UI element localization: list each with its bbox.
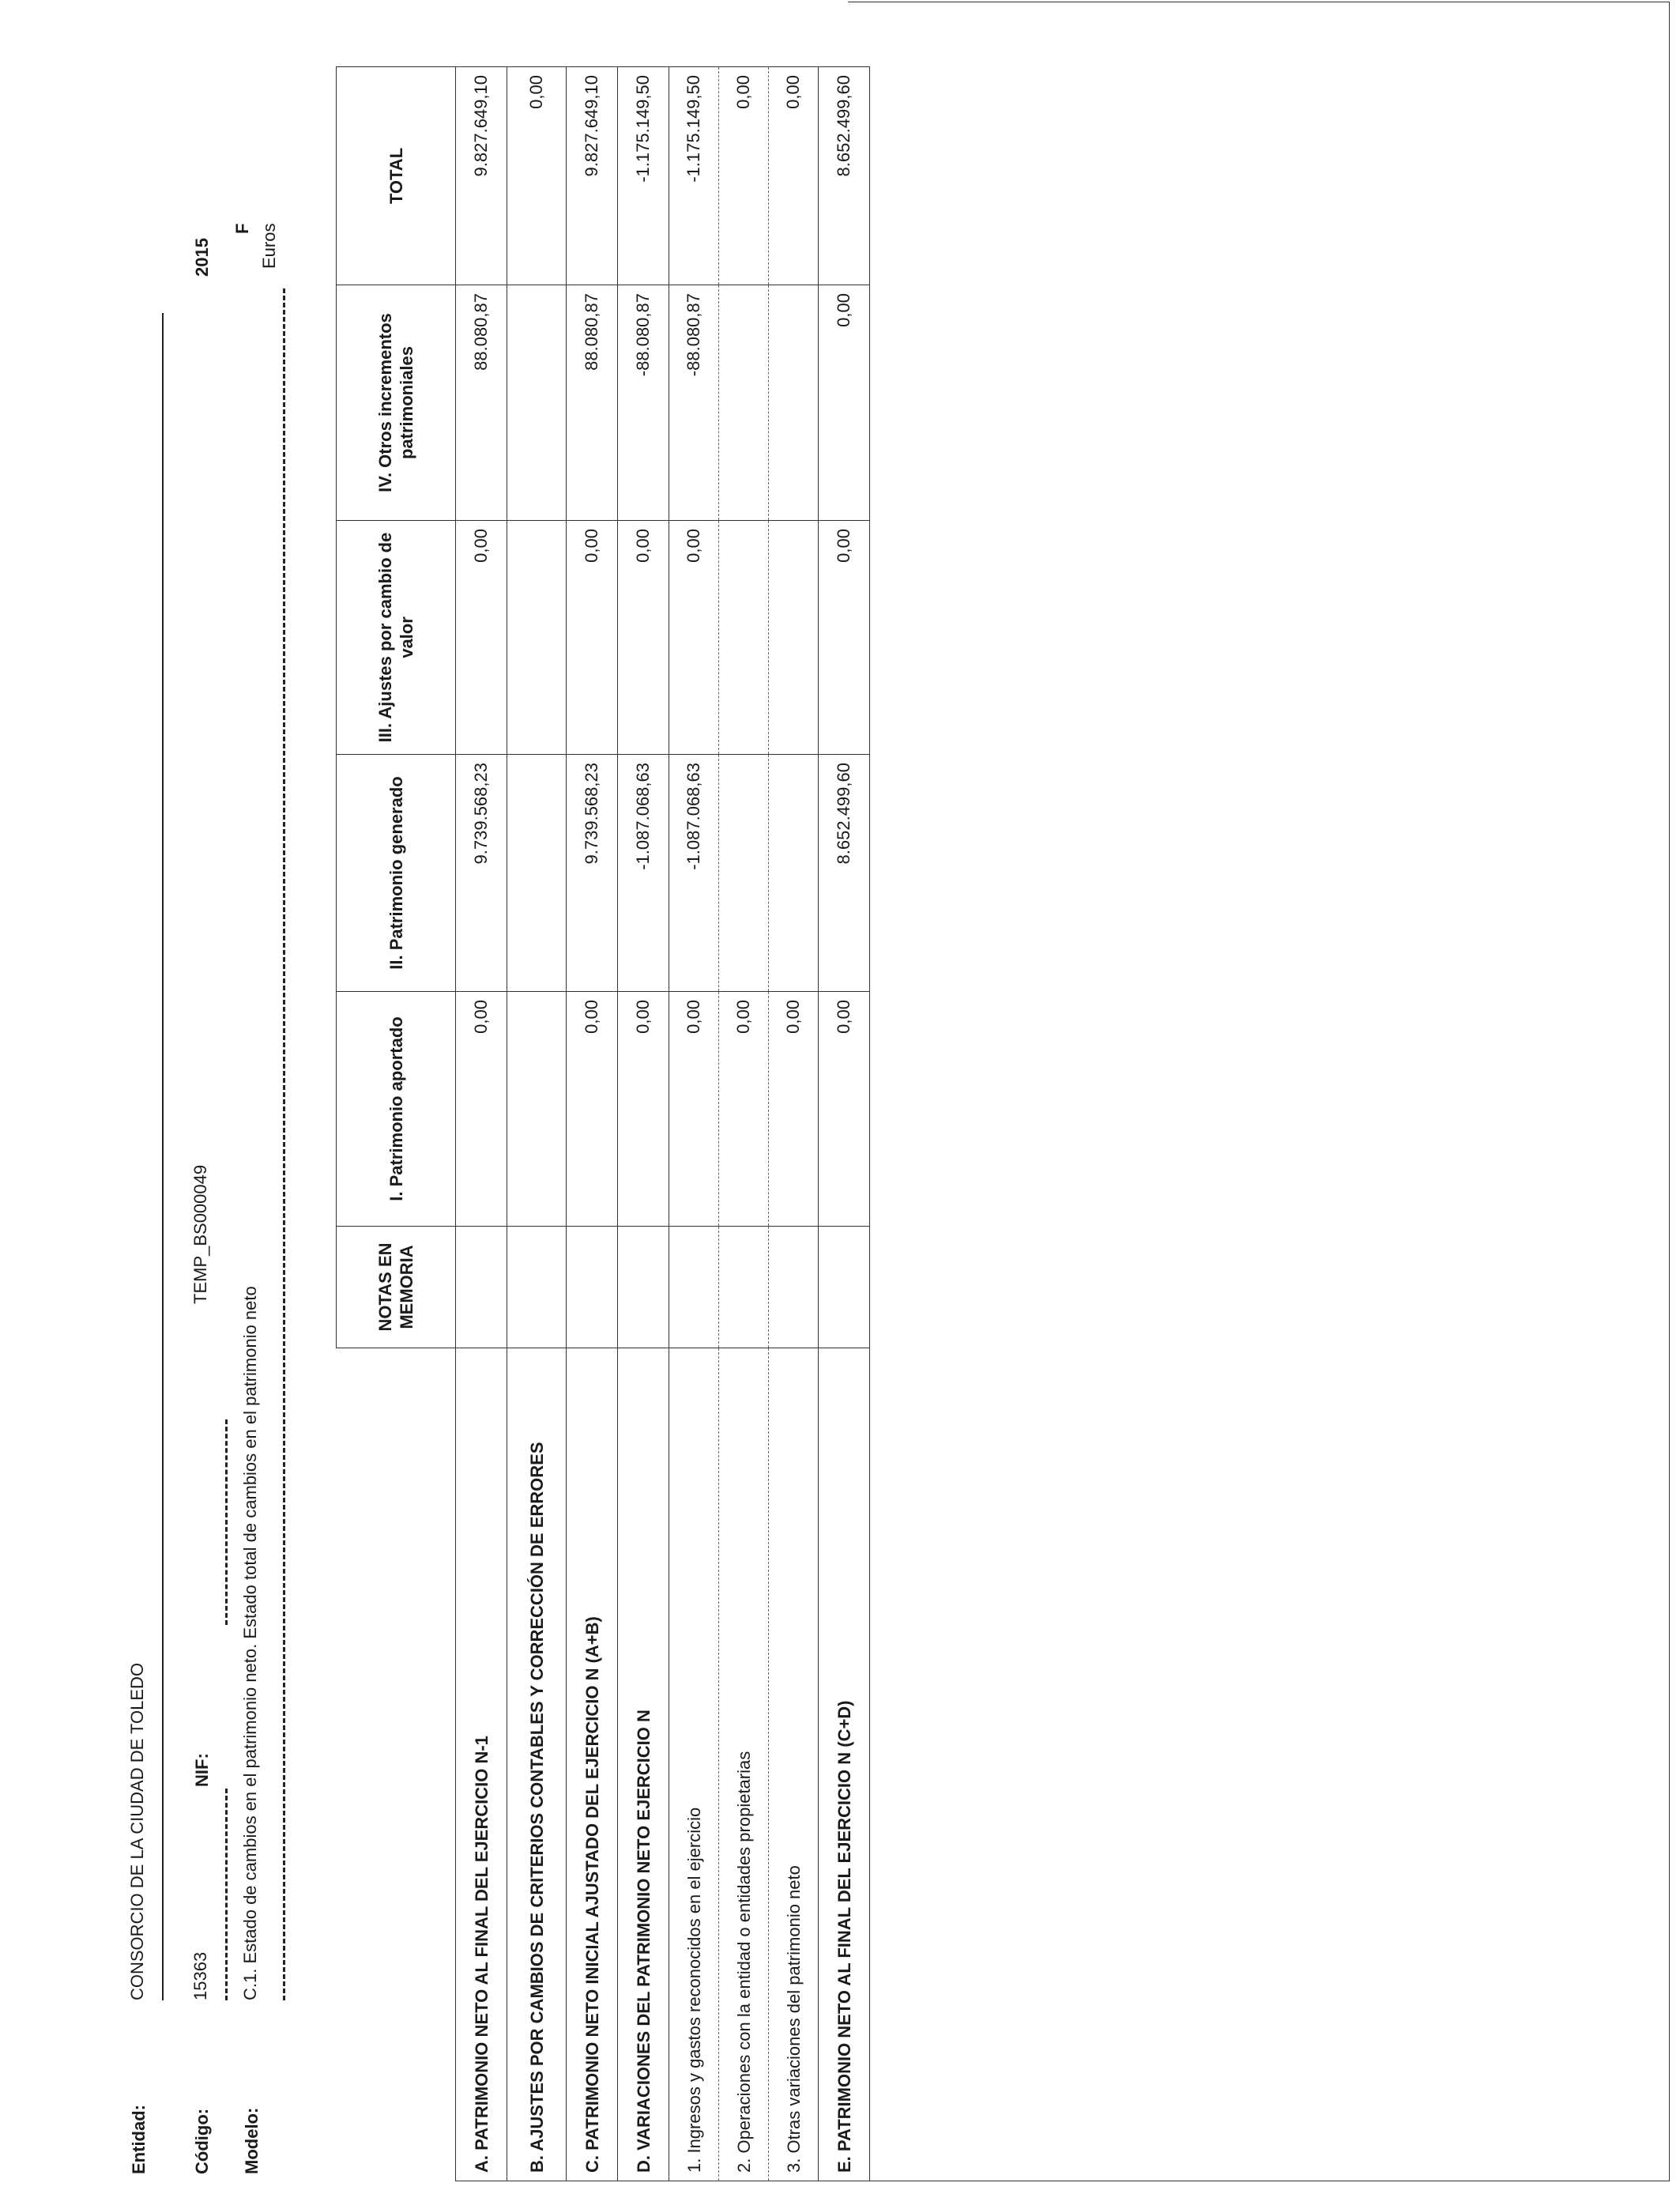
- cell-total: 0,00: [769, 67, 819, 285]
- cell-ajustes: 0,00: [819, 521, 870, 755]
- cell-total: 0,00: [719, 67, 769, 285]
- cell-notas: [507, 1227, 567, 1348]
- table-row-d3: [769, 67, 819, 2181]
- row-label: A. PATRIMONIO NETO AL FINAL DEL EJERCICIO N-1: [456, 1348, 507, 2181]
- cell-generado: -1.087.068,63: [618, 755, 669, 992]
- cell-aportado: 0,00: [456, 992, 507, 1227]
- cell-aportado: 0,00: [769, 992, 819, 1227]
- column-header-otros: IV. Otros incrementos patrimoniales: [337, 285, 456, 521]
- row-label: 3. Otras variaciones del patrimonio neto: [769, 1348, 819, 2181]
- codigo-underline: [225, 1789, 228, 2000]
- header-blank-cell: [337, 1348, 456, 2181]
- modelo-underline: [283, 288, 285, 2000]
- empty-frame-area: [848, 2, 1670, 2181]
- cell-generado: 9.739.568,23: [567, 755, 618, 992]
- cell-total: 9.827.649,10: [456, 67, 507, 285]
- row-label: C. PATRIMONIO NETO INICIAL AJUSTADO DEL EJERCICIO N (A+B): [567, 1348, 618, 2181]
- cell-aportado: 0,00: [567, 992, 618, 1227]
- table-row-d1: [669, 67, 719, 2181]
- cell-total: -1.175.149,50: [618, 67, 669, 285]
- cell-aportado: 0,00: [819, 992, 870, 1227]
- cell-ajustes: 0,00: [567, 521, 618, 755]
- cell-notas: [719, 1227, 769, 1348]
- cell-notas: [669, 1227, 719, 1348]
- table-header-row: [337, 67, 456, 2181]
- column-header-ajustes: III. Ajustes por cambio de valor: [337, 521, 456, 755]
- cell-ajustes: 0,00: [456, 521, 507, 755]
- table-row-c: [567, 67, 618, 2181]
- modelo-label: Modelo:: [242, 2107, 262, 2174]
- column-header-total: TOTAL: [337, 67, 456, 285]
- cell-aportado: [507, 992, 567, 1227]
- row-label: D. VARIACIONES DEL PATRIMONIO NETO EJERCICIO N: [618, 1348, 669, 2181]
- cell-total: 8.652.499,60: [819, 67, 870, 285]
- column-header-notas: NOTAS EN MEMORIA: [337, 1227, 456, 1348]
- cell-notas: [618, 1227, 669, 1348]
- row-label: 1. Ingresos y gastos reconocidos en el ejercicio: [669, 1348, 719, 2181]
- entidad-value: CONSORCIO DE LA CIUDAD DE TOLEDO: [127, 1662, 147, 2000]
- year-value: 2015: [192, 238, 212, 277]
- cell-otros: 0,00: [819, 285, 870, 521]
- row-label: E. PATRIMONIO NETO AL FINAL DEL EJERCICIO N (C+D): [819, 1348, 870, 2181]
- cell-aportado: 0,00: [618, 992, 669, 1227]
- table-row-a: [456, 67, 507, 2181]
- f-marker: F: [232, 223, 252, 234]
- entidad-underline: [162, 313, 164, 2000]
- nif-value: TEMP_BS000049: [190, 1164, 210, 1304]
- cell-total: -1.175.149,50: [669, 67, 719, 285]
- nif-label: NIF:: [192, 1753, 212, 1787]
- cell-ajustes: [719, 521, 769, 755]
- cell-otros: 88.080,87: [567, 285, 618, 521]
- cell-generado: -1.087.068,63: [669, 755, 719, 992]
- cell-notas: [567, 1227, 618, 1348]
- column-header-generado: II. Patrimonio generado: [337, 755, 456, 992]
- cell-generado: 8.652.499,60: [819, 755, 870, 992]
- cell-otros: -88.080,87: [618, 285, 669, 521]
- cell-ajustes: 0,00: [669, 521, 719, 755]
- cell-total: 0,00: [507, 67, 567, 285]
- cell-otros: -88.080,87: [669, 285, 719, 521]
- cell-aportado: 0,00: [719, 992, 769, 1227]
- patrimonio-table: [336, 66, 870, 2181]
- codigo-value: 15363: [190, 1951, 210, 2000]
- cell-otros: [507, 285, 567, 521]
- row-label: B. AJUSTES POR CAMBIOS DE CRITERIOS CONTABLES Y CORRECCIÓN DE ERRORES: [507, 1348, 567, 2181]
- table-row-d2: [719, 67, 769, 2181]
- cell-generado: 9.739.568,23: [456, 755, 507, 992]
- cell-ajustes: [507, 521, 567, 755]
- row-label: 2. Operaciones con la entidad o entidades propietarias: [719, 1348, 769, 2181]
- cell-otros: 88.080,87: [456, 285, 507, 521]
- cell-generado: [769, 755, 819, 992]
- cell-total: 9.827.649,10: [567, 67, 618, 285]
- column-header-aportado: I. Patrimonio aportado: [337, 992, 456, 1227]
- cell-ajustes: [769, 521, 819, 755]
- table-row-b: [507, 67, 567, 2181]
- codigo-label: Código:: [192, 2108, 212, 2174]
- cell-otros: [769, 285, 819, 521]
- modelo-value: C.1. Estado de cambios en el patrimonio neto. Estado total de cambios en el patrimonio neto: [240, 1286, 260, 2000]
- cell-aportado: 0,00: [669, 992, 719, 1227]
- cell-notas: [456, 1227, 507, 1348]
- currency-label: Euros: [259, 223, 279, 269]
- cell-ajustes: 0,00: [618, 521, 669, 755]
- cell-notas: [769, 1227, 819, 1348]
- entidad-label: Entidad:: [129, 2105, 149, 2174]
- table-row-d: [618, 67, 669, 2181]
- cell-generado: [507, 755, 567, 992]
- cell-generado: [719, 755, 769, 992]
- nif-underline: [225, 1419, 228, 1625]
- cell-otros: [719, 285, 769, 521]
